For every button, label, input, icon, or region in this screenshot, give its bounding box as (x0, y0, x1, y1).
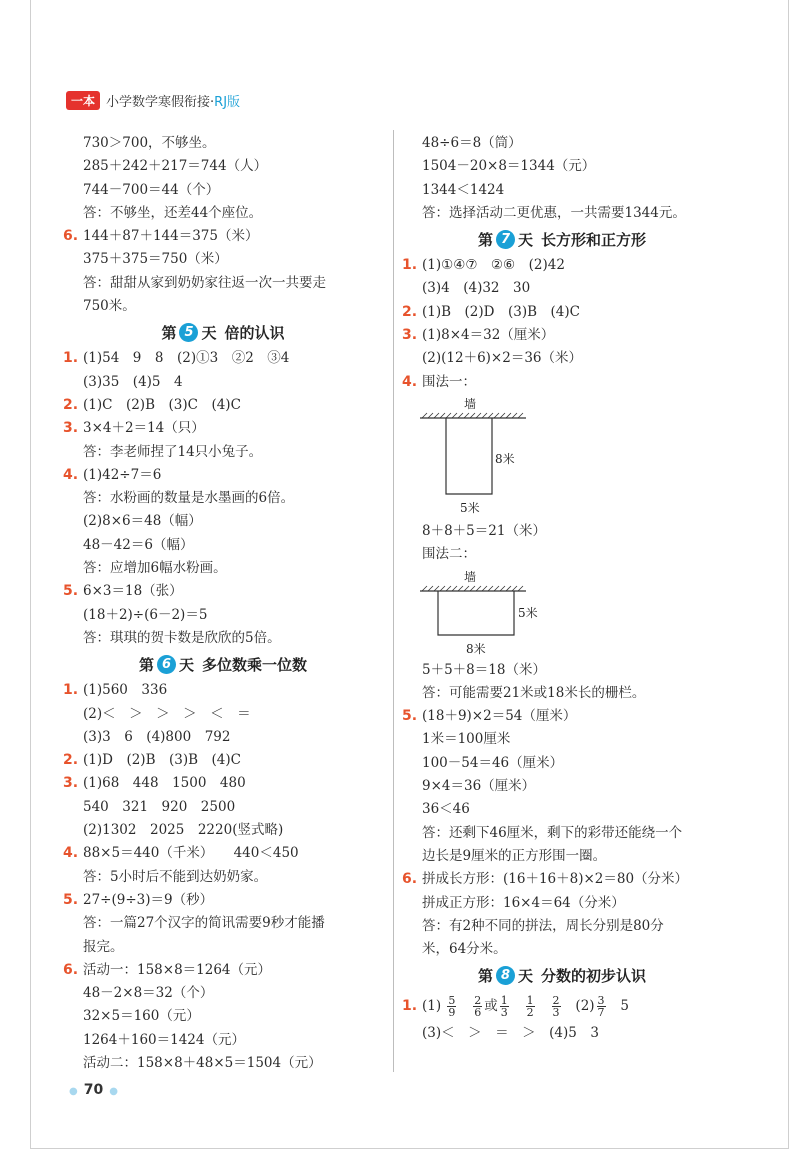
answer-line: 5. (18＋9)×2＝54（厘米） (402, 705, 722, 728)
fence-diagram-1-svg (402, 394, 702, 520)
column-divider (393, 130, 394, 1072)
fraction: $\frac{5}{9}$ (448, 994, 456, 1020)
text-line: (2)(12＋6)×2＝36（米） (422, 350, 583, 367)
question-number: 5. (63, 891, 79, 908)
answer-line: 4. 88×5＝440（千米） 440＜450 (63, 842, 383, 865)
text-line: 答：一篇27个汉字的简讯需要9秒才能播 (83, 915, 325, 932)
text-line: 答：可能需要21米或18米长的栅栏。 (422, 684, 646, 701)
question-number: 1. (63, 682, 79, 699)
text-line: (3)3 6 (4)800 792 (83, 728, 231, 745)
text-line: 48－2×8＝32（个） (83, 985, 214, 1002)
text-line: 8＋8＋5＝21（米） (422, 522, 546, 539)
side-length-label: 5米 (518, 605, 538, 620)
fence-diagram-2-svg (402, 567, 702, 659)
question-number: 5. (63, 583, 79, 600)
question-number: 3. (63, 775, 79, 792)
bottom-length-label: 8米 (466, 641, 486, 656)
answer-line: 1. (1)560 336 (63, 679, 383, 702)
text-line: (2)8×6＝48（幅） (83, 513, 202, 530)
question-number: 2. (63, 396, 79, 413)
text-line: 边长是9厘米的正方形围一圈。 (422, 847, 607, 864)
text-line: 32×5＝160（元） (83, 1008, 200, 1025)
section-title-day8: 第 8 天 分数的初步认识 (477, 967, 647, 986)
question-number: 3. (402, 327, 418, 344)
answer-line: 2. (1)D (2)B (3)B (4)C (63, 749, 383, 772)
bottom-length-label: 5米 (460, 500, 480, 515)
day-badge: 8 (496, 966, 515, 985)
answer-line: 5. 6×3＝18（张） (63, 580, 383, 603)
fraction: $\frac{1}{3}$ (500, 994, 508, 1020)
side-length-label: 8米 (495, 451, 515, 466)
text-line: (3)＜ ＞ ＝ ＞ (4)5 3 (422, 1025, 599, 1042)
answer-line: 6. 144＋87＋144＝375（米） (63, 225, 383, 248)
dot-icon: ● (109, 1086, 118, 1097)
text-line: 1米＝100厘米 (422, 731, 511, 748)
question-number: 1. (63, 350, 79, 367)
text-line: 36＜46 (422, 801, 470, 818)
text-line: 答：还剩下46厘米，剩下的彩带还能绕一个 (422, 824, 683, 841)
text-line: 750米。 (83, 298, 136, 315)
answer-line: 4. (1)42÷7＝6 (63, 464, 383, 487)
text-line: 285＋242＋217＝744（人） (83, 158, 268, 175)
question-number: 1. (402, 257, 418, 274)
fence-outline (446, 418, 492, 494)
wall-hatch (422, 413, 523, 418)
text-line: 答：5小时后不能到达奶奶家。 (83, 868, 268, 885)
answer-line: 3. 3×4＋2＝14（只） (63, 417, 383, 440)
answer-line: 6. 拼成长方形：(16＋16＋8)×2＝80（分米） (402, 868, 722, 891)
dot-icon: ● (69, 1086, 78, 1097)
text-line: 报完。 (83, 938, 124, 955)
answer-line: 4. 围法一： (402, 371, 722, 394)
text-line: (2)＜ ＞ ＞ ＞ ＜ ＝ (83, 705, 251, 722)
text-line: (18＋2)÷(6－2)＝5 (83, 606, 208, 623)
text-line: 9×4＝36（厘米） (422, 778, 536, 795)
text-line: 100－54＝46（厘米） (422, 754, 564, 771)
text-line: 744－700＝44（个） (83, 181, 220, 198)
answer-line-fractions: 1. (1) $\frac{5}{9}$ $\frac{2}{6}$ 或 $\frac{1}{3}$ $\frac{1}{2}$ $\frac{2}{3}$ (2) $\frac{3}{7}$ 5 (402, 990, 722, 1022)
fraction: $\frac{2}{6}$ (474, 994, 482, 1020)
text-line: 5＋5＋8＝18（米） (422, 661, 546, 678)
question-number: 6. (63, 228, 79, 245)
text-line: (3)35 (4)5 4 (83, 373, 183, 390)
book-title: 小学数学寒假衔接· (106, 94, 215, 110)
question-number: 6. (402, 871, 418, 888)
fraction: $\frac{2}{3}$ (552, 994, 560, 1020)
right-column (402, 132, 722, 1046)
question-number: 5. (402, 708, 418, 725)
question-number: 6. (63, 961, 79, 978)
section-title-day5: 第 5 天 倍的认识 (161, 324, 285, 343)
text-line: 48÷6＝8（筒） (422, 135, 522, 151)
text-line: 答：水粉画的数量是水墨画的6倍。 (83, 490, 295, 507)
text-line: 答：甜甜从家到奶奶家往返一次一共要走 (83, 274, 326, 291)
day-badge: 5 (179, 323, 198, 342)
answer-line: 3. (1)68 448 1500 480 (63, 772, 383, 795)
text-line: 拼成正方形：16×4＝64（分米） (422, 894, 625, 911)
answer-line: 6. 活动一：158×8＝1264（元） (63, 959, 383, 982)
section-title-day6: 第 6 天 多位数乘一位数 (138, 656, 308, 675)
text-line: 1504－20×8＝1344（元） (422, 158, 596, 175)
fence-diagram-2 (402, 567, 702, 659)
publisher-logo: 一本 (66, 91, 100, 110)
text-line: 围法二： (422, 546, 476, 563)
fraction: $\frac{3}{7}$ (597, 994, 605, 1020)
section-title-day7: 第 7 天 长方形和正方形 (477, 231, 647, 250)
wall-label: 墙 (464, 396, 477, 411)
answer-line: 2. (1)B (2)D (3)B (4)C (402, 301, 722, 324)
book-edition: RJ版 (214, 94, 241, 110)
text-line: 730＞700，不够坐。 (83, 135, 216, 151)
text-line: 活动二：158×8＋48×5＝1504（元） (83, 1054, 322, 1071)
fence-outline (438, 591, 514, 635)
question-number: 4. (402, 373, 418, 390)
text-line: 48－42＝6（幅） (83, 536, 194, 553)
page-header (66, 90, 240, 110)
question-number: 4. (63, 845, 79, 862)
question-number: 4. (63, 466, 79, 483)
text-line: 1264＋160＝1424（元） (83, 1031, 245, 1048)
text-line: 540 321 920 2500 (83, 798, 236, 815)
wall-hatch (422, 586, 523, 591)
text-line: 答：选择活动二更优惠，一共需要1344元。 (422, 204, 686, 221)
page-number: ● 70 ● (69, 1082, 118, 1098)
text-line: 答：应增加6幅水粉画。 (83, 560, 227, 577)
text-line: 米，64分米。 (422, 941, 507, 958)
answer-line: 2. (1)C (2)B (3)C (4)C (63, 394, 383, 417)
answer-line: 3. (1)8×4＝32（厘米） (402, 324, 722, 347)
answer-line: 5. 27÷(9÷3)＝9（秒） (63, 889, 383, 912)
left-column (63, 132, 383, 1075)
text-line: 1344＜1424 (422, 181, 505, 198)
question-number: 2. (63, 752, 79, 769)
text-line: 答：李老师捏了14只小兔子。 (83, 443, 263, 460)
wall-label: 墙 (464, 569, 477, 584)
answer-line: 1. (1)54 9 8 (2)①3 ②2 ③4 (63, 347, 383, 370)
question-number: 3. (63, 420, 79, 437)
fence-diagram-1 (402, 394, 702, 520)
fraction: $\frac{1}{2}$ (526, 994, 534, 1020)
question-number: 1. (402, 998, 418, 1015)
text-line: (3)4 (4)32 30 (422, 280, 531, 297)
day-badge: 7 (496, 230, 515, 249)
answer-line: 1. (1)①④⑦ ②⑥ (2)42 (402, 254, 722, 277)
text-line: 375＋375＝750（米） (83, 251, 228, 268)
question-number: 2. (402, 303, 418, 320)
text-line: 答：有2种不同的拼法，周长分别是80分 (422, 917, 664, 934)
text-line: 答：不够坐，还差44个座位。 (83, 204, 263, 221)
text-line: (2)1302 2025 2220(竖式略) (83, 822, 284, 839)
day-badge: 6 (157, 655, 176, 674)
text-line: 答：琪琪的贺卡数是欣欣的5倍。 (83, 629, 281, 646)
